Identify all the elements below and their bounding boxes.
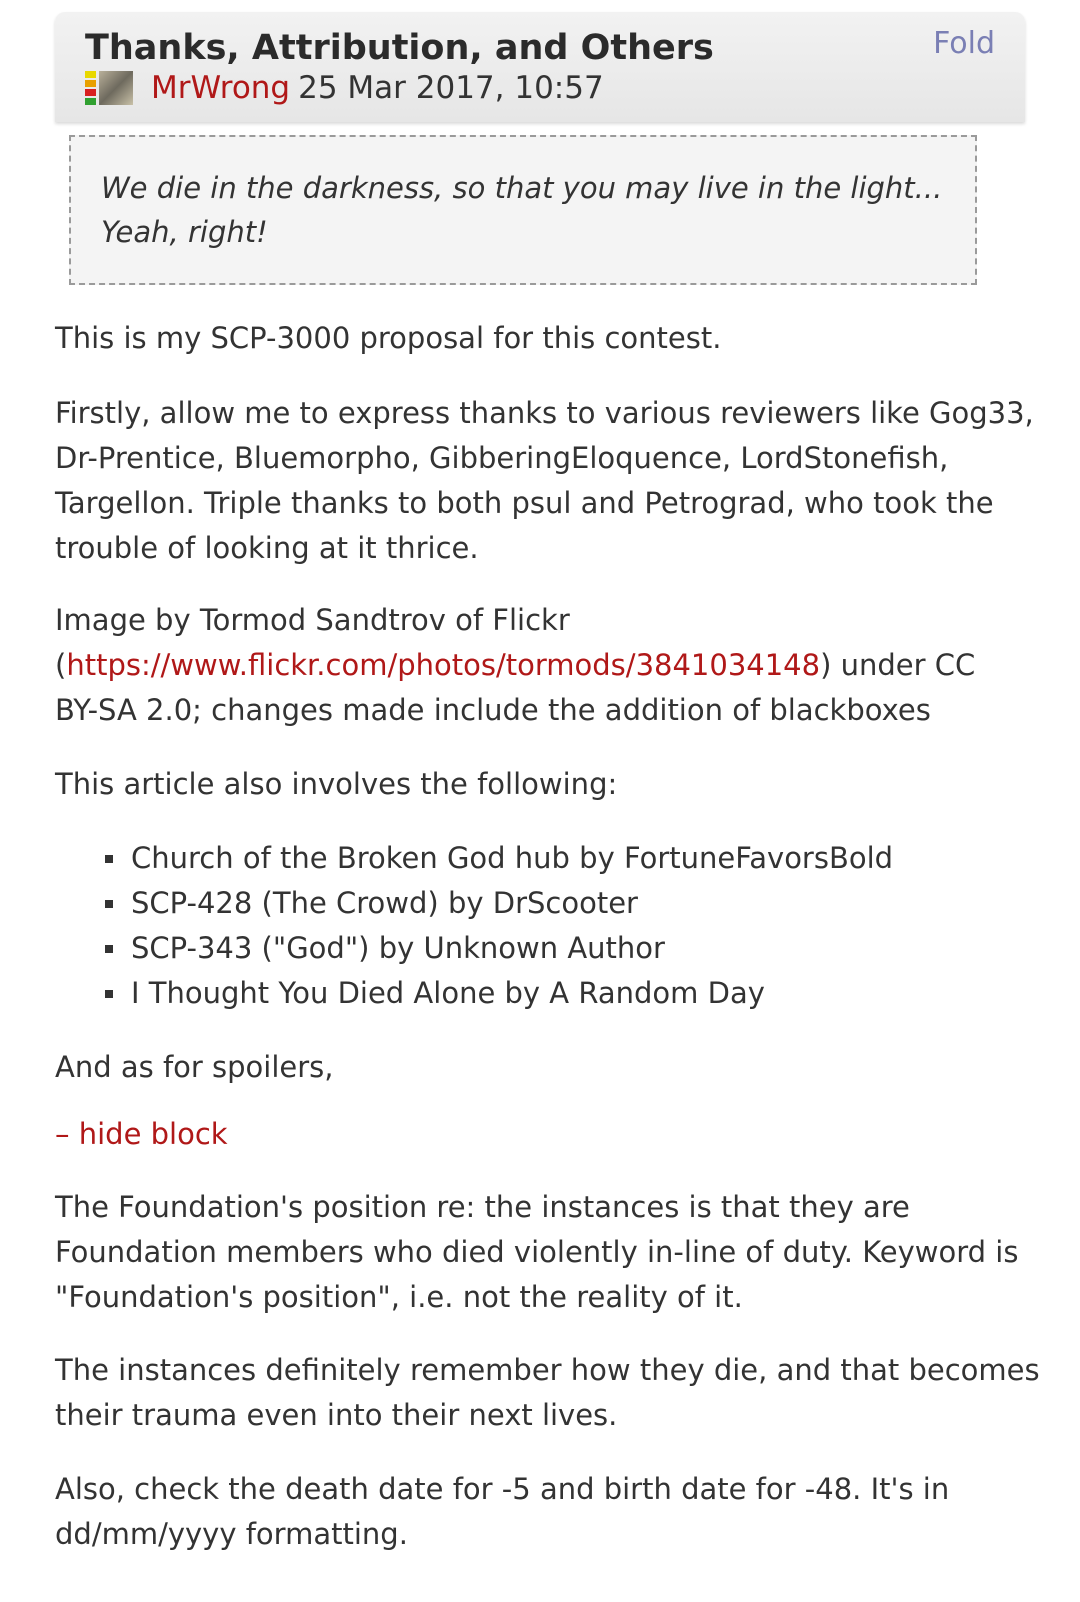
instances-line: The instances definitely remember how they die, and that becomes xyxy=(55,1353,1040,1387)
list-item-text: SCP-428 (The Crowd) by DrScooter xyxy=(131,886,638,920)
list-item xyxy=(105,881,893,926)
list-item-text: I Thought You Died Alone by A Random Day xyxy=(131,976,765,1010)
position-line: "Foundation's position", i.e. not the reality of it. xyxy=(55,1280,743,1314)
image-attribution-paragraph xyxy=(55,598,1015,733)
dates-line: Also, check the death date for -5 and birth date for -48. It's in xyxy=(55,1472,950,1506)
position-line: The Foundation's position re: the instances is that they are xyxy=(55,1190,910,1224)
quote-line-2: Yeah, right! xyxy=(101,215,268,249)
hide-block-toggle[interactable]: – hide block xyxy=(55,1117,228,1151)
bullet-icon xyxy=(105,990,113,998)
post-header xyxy=(55,12,1025,122)
dates-paragraph xyxy=(55,1467,1015,1557)
karma-level-icon xyxy=(85,71,96,105)
list-item xyxy=(105,971,893,1016)
attribution-line: Image by Tormod Sandtrov of Flickr xyxy=(55,603,570,637)
thanks-line: Dr-Prentice, Bluemorpho, GibberingEloquence, LordStonefish, xyxy=(55,441,949,475)
list-item-text: SCP-343 ("God") by Unknown Author xyxy=(131,931,665,965)
dates-line: dd/mm/yyyy formatting. xyxy=(55,1517,408,1551)
thanks-line: Targellon. Triple thanks to both psul and Petrograd, who took the xyxy=(55,486,994,520)
fold-link[interactable]: Fold xyxy=(933,26,995,61)
intro-text: This is my SCP-3000 proposal for this contest. xyxy=(55,321,722,355)
attribution-line: BY-SA 2.0; changes made include the addition of blackboxes xyxy=(55,693,931,727)
thanks-paragraph xyxy=(55,391,1034,571)
related-articles-list xyxy=(105,836,893,1016)
intro-paragraph xyxy=(55,316,1015,361)
paren-open: ( xyxy=(55,648,67,682)
user-avatar[interactable] xyxy=(99,71,133,105)
instances-paragraph xyxy=(55,1348,1040,1438)
attribution-link-line xyxy=(55,643,1015,688)
post-title: Thanks, Attribution, and Others xyxy=(85,28,714,68)
bullet-icon xyxy=(105,855,113,863)
bullet-icon xyxy=(105,945,113,953)
position-line: Foundation members who died violently in-line of duty. Keyword is xyxy=(55,1235,1019,1269)
instances-line: their trauma even into their next lives. xyxy=(55,1398,618,1432)
involves-paragraph xyxy=(55,762,1015,807)
list-item-text: Church of the Broken God hub by FortuneFavorsBold xyxy=(131,841,894,875)
author-link[interactable]: MrWrong xyxy=(151,70,291,106)
license-text: ) under CC xyxy=(820,648,976,682)
involves-text: This article also involves the following: xyxy=(55,767,618,801)
list-item xyxy=(105,836,893,881)
thanks-line: trouble of looking at it thrice. xyxy=(55,531,479,565)
spoilers-text: And as for spoilers, xyxy=(55,1050,334,1084)
epigraph-quote xyxy=(69,135,977,285)
flickr-link[interactable]: https://www.flickr.com/photos/tormods/3841034148 xyxy=(66,648,821,682)
post-date: 25 Mar 2017, 10:57 xyxy=(298,70,604,106)
position-paragraph xyxy=(55,1185,1019,1320)
list-item xyxy=(105,926,893,971)
quote-line-1: We die in the darkness, so that you may live in the light... xyxy=(101,171,943,205)
spoilers-paragraph xyxy=(55,1045,1015,1090)
thanks-line: Firstly, allow me to express thanks to various reviewers like Gog33, xyxy=(55,396,1034,430)
bullet-icon xyxy=(105,900,113,908)
post-meta xyxy=(85,70,604,106)
forum-post xyxy=(55,12,1025,122)
